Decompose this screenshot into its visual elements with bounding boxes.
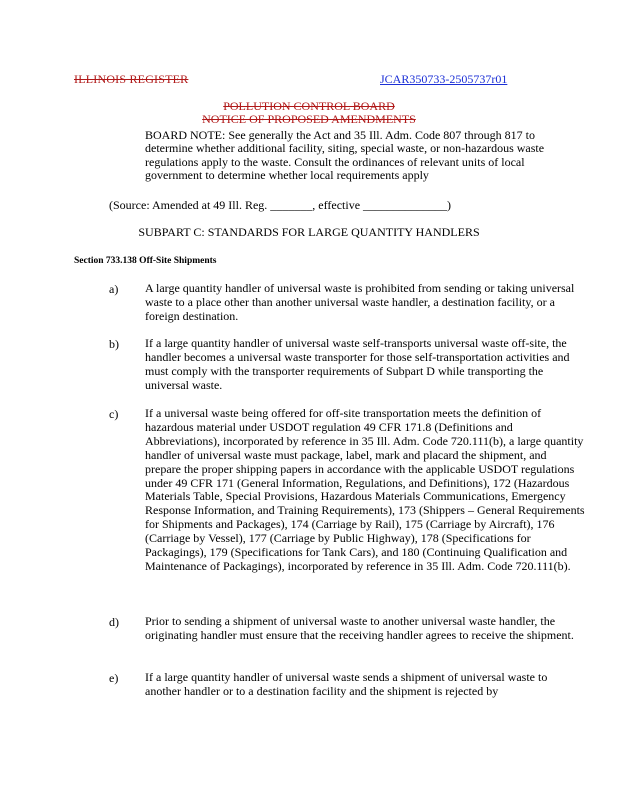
notice-title: NOTICE OF PROPOSED AMENDMENTS	[202, 112, 416, 126]
item-text: Prior to sending a shipment of universal waste to another universal waste handler, the originating handler must ensure that the receiving handler agrees to receive the shipment.	[145, 614, 574, 642]
section-heading: Section 733.138 Off-Site Shipments	[74, 256, 217, 266]
item-text: If a universal waste being offered for off-site transportation meets the definition of hazardous material under USDOT regulation 49 CFR 171.8 (Definitions and Abbreviations), incorporated by reference in 35 Ill. Adm. Code 720.111(b), a large quantity handler of universal waste must package, label, mark and placard the shipment, and prepare the proper shipping papers in accordance with the applicable USDOT regulations under 49 CFR 171 (General Information, Regulations, and Definitions), 172 (Hazardous Materials Table, Special Provisions, Hazardous Materials Communications, Emergency Response Information, and Training Requirements), 173 (Shippers – General Requirements for Shipments and Packages), 174 (Carriage by Rail), 175 (Carriage by Aircraft), 176 (Carriage by Vessel), 177 (Carriage by Public Highway), 178 (Specifications for Packagings), 179 (Specifications for Tank Cars), and 180 (Continuing Qualification and Maintenance of Packagings), incorporated by reference in 35 Ill. Adm. Code 720.111(b).	[145, 406, 585, 573]
board-note: BOARD NOTE: See generally the Act and 35 Ill. Adm. Code 807 through 817 to determine whether additional facility, siting, special waste, or non-hazardous waste regulations apply to the waste. Consult the ordinances of relevant units of local government to determine whether local requirements apply	[145, 128, 545, 183]
register-header: ILLINOIS REGISTER	[74, 72, 189, 86]
item-label: a)	[109, 282, 119, 296]
subpart-heading: SUBPART C: STANDARDS FOR LARGE QUANTITY HANDLERS	[138, 225, 480, 239]
item-label: e)	[109, 671, 119, 685]
item-label: d)	[109, 615, 119, 629]
item-label: b)	[109, 337, 119, 351]
item-label: c)	[109, 407, 119, 421]
source-note: (Source: Amended at 49 Ill. Reg. _______, effective ______________)	[109, 198, 452, 212]
item-text: If a large quantity handler of universal waste sends a shipment of universal waste to another handler or to a destination facility and the shipment is rejected by	[145, 670, 548, 698]
agency-title: POLLUTION CONTROL BOARD	[223, 99, 395, 113]
jcar-code-link[interactable]: JCAR350733-2505737r01	[380, 72, 508, 86]
item-text: A large quantity handler of universal waste is prohibited from sending or taking universal waste to a place other than another universal waste handler, a destination facility, or a foreign destination.	[145, 281, 575, 323]
item-text: If a large quantity handler of universal waste self-transports universal waste off-site, the handler becomes a universal waste transporter for those self-transportation activities and must comply with the transporter requirements of Subpart D while transporting the universal waste.	[145, 336, 570, 392]
